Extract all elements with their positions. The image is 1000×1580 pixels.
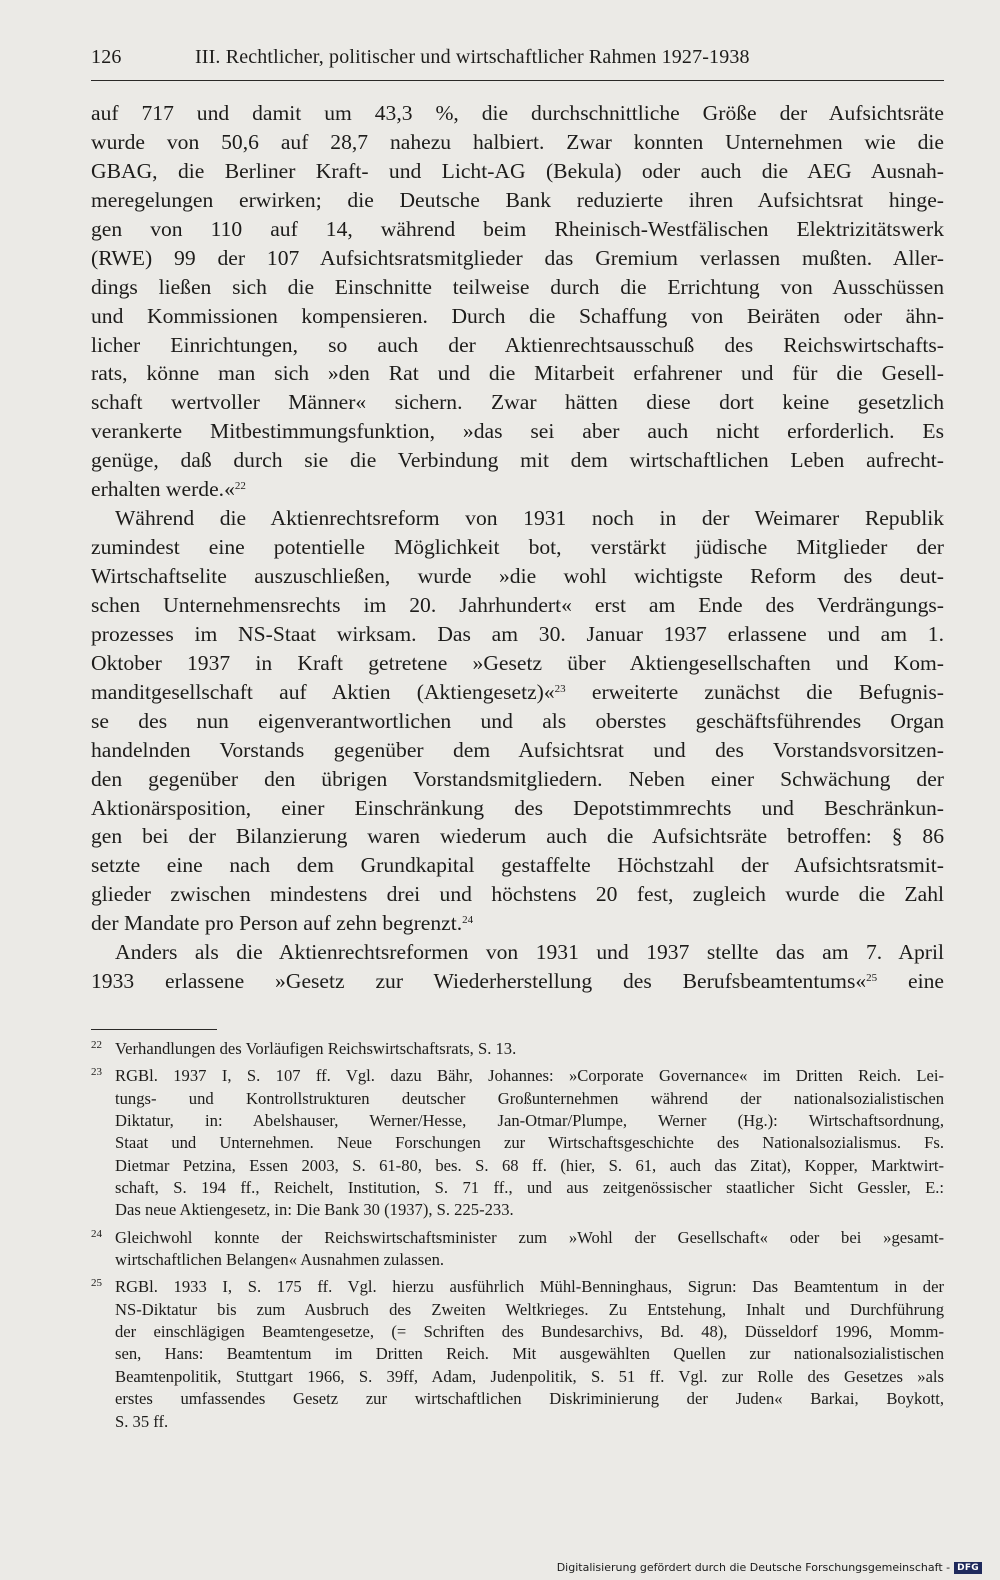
body-line: Anders als die Aktienrechtsreformen von 1931 und 1937 stellte das am 7. April bbox=[115, 940, 944, 965]
footnotes bbox=[91, 1038, 944, 1433]
footnote-text: Verhandlungen des Vorläufigen Reichswirtschaftsrats, S. 13. bbox=[115, 1039, 517, 1058]
body-line: Während die Aktienrechtsreform von 1931 noch in der Weimarer Republik bbox=[115, 506, 944, 531]
footnote-line: tungs- und Kontrollstrukturen deutscher Großunternehmen während der nationalsozialistischen bbox=[115, 1088, 944, 1108]
body-line: genüge, daß durch sie die Verbindung mit dem wirtschaftlichen Leben aufrecht- bbox=[91, 448, 944, 473]
body-line: se des nun eigenverantwortlichen und als oberstes geschäftsführendes Organ bbox=[91, 708, 944, 733]
footnote-number: 23 bbox=[91, 1066, 102, 1079]
body-line: Aktionärsposition, einer Einschränkung des Depotstimmrechts und Beschränkun- bbox=[91, 795, 944, 820]
body-line-text: manditgesellschaft auf Aktien (Aktiengesetz)« bbox=[91, 679, 555, 704]
footnote-line bbox=[91, 1065, 944, 1087]
body-line: (RWE) 99 der 107 Aufsichtsratsmitglieder das Gremium verlassen mußten. Aller- bbox=[91, 245, 944, 270]
footnote-line bbox=[91, 1038, 944, 1060]
running-title: III. Rechtlicher, politischer und wirtschaftlicher Rahmen 1927-1938 bbox=[195, 46, 750, 68]
footnote-line: NS-Diktatur bis zum Ausbruch des Zweiten Weltkrieges. Zu Entstehung, Inhalt und Durchführung bbox=[115, 1299, 944, 1319]
body-line-text: erhalten werde.« bbox=[91, 477, 235, 502]
footnote-line: sen, Hans: Beamtentum im Dritten Reich. Mit ausgewählten Quellen zur nationalsozialistischen bbox=[115, 1344, 944, 1364]
footnote-ref[interactable]: 23 bbox=[554, 682, 566, 695]
footnote-text: RGBl. 1933 I, S. 175 ff. Vgl. hierzu ausführlich Mühl-Benninghaus, Sigrun: Das Beamtentum in der bbox=[115, 1277, 944, 1297]
footnote-line bbox=[91, 1276, 944, 1298]
body-line: licher Einrichtungen, so auch der Aktienrechtsausschuß des Reichswirtschafts- bbox=[91, 332, 944, 357]
body-line: auf 717 und damit um 43,3 %, die durchschnittliche Größe der Aufsichtsräte bbox=[91, 101, 944, 125]
body-line: den gegenüber den übrigen Vorstandsmitgliedern. Neben einer Schwächung der bbox=[91, 766, 944, 791]
footnote-line: wirtschaftlichen Belangen« Ausnahmen zulassen. bbox=[115, 1250, 445, 1270]
body-line-text: der Mandate pro Person auf zehn begrenzt. bbox=[91, 911, 463, 936]
body-line: schen Unternehmensrechts im 20. Jahrhundert« erst am Ende des Verdrängungs- bbox=[91, 592, 944, 617]
footnote-number: 24 bbox=[91, 1227, 102, 1240]
body-line: gen von 110 auf 14, während beim Rheinisch-Westfälischen Elektrizitätswerk bbox=[91, 216, 944, 241]
body-line: rats, könne man sich »den Rat und die Mitarbeit erfahrener und für die Gesell- bbox=[91, 361, 944, 386]
footnote-ref[interactable]: 24 bbox=[462, 914, 474, 927]
footnote-line: der einschlägigen Beamtengesetze, (= Schriften des Bundesarchivs, Bd. 48), Düsseldorf 1996, Momm- bbox=[115, 1322, 944, 1342]
footnote-line: Staat und Unternehmen. Neue Forschungen zur Wirtschaftsgeschichte des Nationalsozialismus. Fs. bbox=[115, 1133, 944, 1153]
body-line: und Kommissionen kompensieren. Durch die Schaffung von Beiräten oder ähn- bbox=[91, 303, 944, 328]
footnote-number: 25 bbox=[91, 1277, 102, 1290]
body-line: schaft wertvoller Männer« sichern. Zwar hätten diese dort keine gesetzlich bbox=[91, 390, 944, 415]
body-line: wurde von 50,6 auf 28,7 nahezu halbiert. Zwar konnten Unternehmen wie die bbox=[91, 129, 944, 154]
footnote-line: Das neue Aktiengesetz, in: Die Bank 30 (1937), S. 225-233. bbox=[115, 1200, 514, 1220]
body-line bbox=[91, 909, 944, 938]
page-number: 126 bbox=[91, 46, 122, 68]
body-line: Oktober 1937 in Kraft getretene »Gesetz über Aktiengesellschaften und Kom- bbox=[91, 650, 944, 675]
body-line: verankerte Mitbestimmungsfunktion, »das sei aber auch nicht erforderlich. Es bbox=[91, 419, 944, 444]
body-line: setzte eine nach dem Grundkapital gestaffelte Höchstzahl der Aufsichtsratsmit- bbox=[91, 853, 944, 878]
body-line: glieder zwischen mindestens drei und höchstens 20 fest, zugleich wurde die Zahl bbox=[91, 882, 944, 907]
body-line-text: eine bbox=[877, 969, 944, 994]
body-line-text: erweiterte zunächst die Befugnis- bbox=[565, 679, 944, 704]
credit-text: Digitalisierung gefördert durch die Deutsche Forschungsgemeinschaft - bbox=[556, 1561, 951, 1574]
footnote-line: S. 35 ff. bbox=[115, 1411, 169, 1431]
body-line: zumindest eine potentielle Möglichkeit bot, verstärkt jüdische Mitglieder der bbox=[91, 535, 944, 560]
body-line bbox=[91, 678, 944, 707]
body-line bbox=[91, 967, 944, 996]
footnote-separator bbox=[91, 1029, 217, 1030]
body-line-text: 1933 erlassene »Gesetz zur Wiederherstellung des Berufsbeamtentums« bbox=[91, 969, 867, 994]
body-line: handelnden Vorstands gegenüber dem Aufsichtsrat und des Vorstandsvorsitzen- bbox=[91, 737, 944, 762]
footnote-line bbox=[91, 1227, 944, 1249]
body-line: dings ließen sich die Einschnitte teilweise durch die Errichtung von Ausschüssen bbox=[91, 274, 944, 299]
body-line: prozesses im NS-Staat wirksam. Das am 30. Januar 1937 erlassene und am 1. bbox=[91, 621, 944, 646]
body-line: meregelungen erwirken; die Deutsche Bank reduzierte ihren Aufsichtsrat hinge- bbox=[91, 187, 944, 212]
footnote-line: schaft, S. 194 ff., Reichelt, Institution, S. 71 ff., und aus zeitgenössischer staatlicher Sicht Gessler, E.: bbox=[115, 1178, 944, 1198]
dfg-logo: DFG bbox=[954, 1562, 982, 1574]
footnote-ref[interactable]: 22 bbox=[234, 480, 246, 493]
footnote-line: Dietmar Petzina, Essen 2003, S. 61-80, bes. S. 68 ff. (hier, S. 61, auch das Zitat), Kopper, Marktwirt- bbox=[115, 1155, 944, 1175]
footnote-text: Gleichwohl konnte der Reichswirtschaftsminister zum »Wohl der Gesellschaft« oder bei »gesamt- bbox=[115, 1227, 944, 1247]
body-line: GBAG, die Berliner Kraft- und Licht-AG (Bekula) oder auch die AEG Ausnah- bbox=[91, 158, 944, 183]
body-line bbox=[91, 475, 944, 504]
footnote-text: RGBl. 1937 I, S. 107 ff. Vgl. dazu Bähr, Johannes: »Corporate Governance« im Dritten Reich. Lei- bbox=[115, 1066, 944, 1086]
digitization-credit bbox=[557, 1561, 982, 1574]
body-line: gen bei der Bilanzierung waren wiederum auch die Aufsichtsräte betroffen: § 86 bbox=[91, 824, 944, 849]
body-line: Wirtschaftselite auszuschließen, wurde »die wohl wichtigste Reform des deut- bbox=[91, 564, 944, 588]
footnote-line: erstes umfassendes Gesetz zur wirtschaftlichen Diskriminierung der Juden« Barkai, Boykott, bbox=[115, 1389, 944, 1409]
footnote-line: Diktatur, in: Abelshauser, Werner/Hesse, Jan-Otmar/Plumpe, Werner (Hg.): Wirtschaftsordnung, bbox=[115, 1111, 944, 1131]
footnote-number: 22 bbox=[91, 1039, 102, 1051]
footnote-ref[interactable]: 25 bbox=[866, 972, 878, 985]
footnote-line: Beamtenpolitik, Stuttgart 1966, S. 39ff, Adam, Judenpolitik, S. 51 ff. Vgl. zur Rolle des Gesetzes »als bbox=[115, 1366, 944, 1386]
body-text bbox=[91, 99, 944, 996]
page-header bbox=[91, 46, 944, 81]
